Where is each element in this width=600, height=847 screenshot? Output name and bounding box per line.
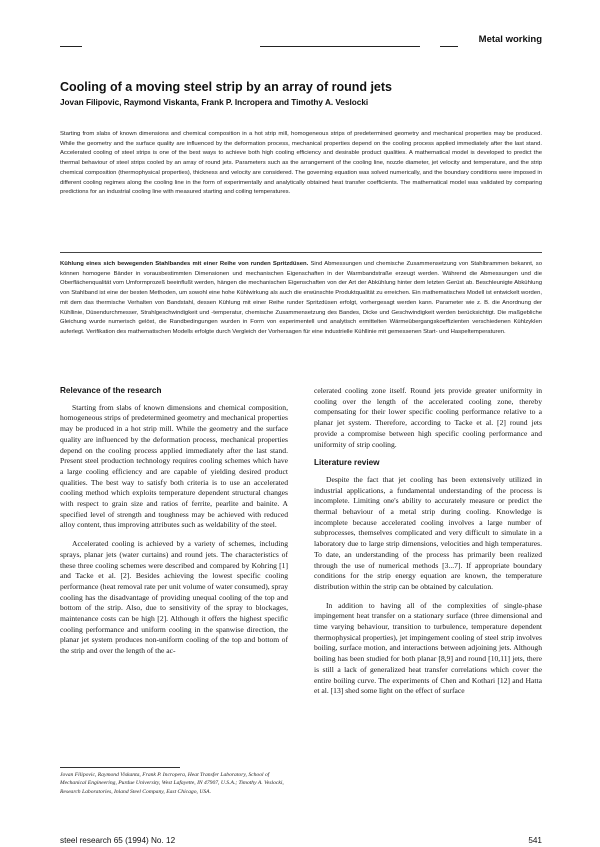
abstract-german — [60, 260, 542, 380]
paragraph: celerated cooling zone itself. Round jets provide greater uniformity in cooling over the length of the accelerated cooling zone, thereby compensating for their lower specific cooling performance relative to a planar jet system. Therefore, according to Tacke et al. [2] round jets provide a compromise between high specific cooling performance and uniformity of strip cooling. — [314, 386, 542, 449]
article-title: Cooling of a moving steel strip by an array of round jets — [60, 80, 392, 94]
paragraph: In addition to having all of the complexities of single-phase impingement heat transfer on a stationary surface (three dimensional and time varying behaviour, transition to turbulence, temperature dependent thermophysical properties), jet impingement cooling of steel strip involves boiling, surface motion, and interactions between adjoining jets. Although boiling has been studied for both planar [8,9] and round [10,11] jets, there is still a lack of generalized heat transfer correlations which cover the entire boiling curve. The experiments of Chen and Kothari [12] and Hatta et al. [13] shed some light on the effect of surface — [314, 600, 542, 696]
heading-literature-review: Literature review — [314, 458, 380, 468]
body-column-left — [60, 386, 288, 760]
journal-citation: steel research 65 (1994) No. 12 — [60, 836, 176, 845]
abstract-german-title: Kühlung eines sich bewegenden Stahlbandes mit einer Reihe von runden Spritzdüsen. — [60, 261, 309, 267]
paragraph: Starting from slabs of known dimensions and chemical composition, homogeneous strips of predetermined geometry and mechanical properties may be produced in a hot strip mill. While the geometry and the surface quality are influenced by the deformation process, mechanical properties depend on the cooling process applied immediately after the last stand. Present steel production technology requires cooling schemes which have a large cooling efficiency and are capable of yielding desired product qualities. The best way to satisfy both criteria is to use an accelerated cooling method which exploits temperature dependent structural changes with respect to grain size and ratios of ferrite, pearlite and bainite. A specified level of strength and toughness may be achieved with reduced alloy content, thus improving attributes such as weldability of the steel. — [60, 402, 288, 530]
article-authors: Jovan Filipovic, Raymond Viskanta, Frank P. Incropera and Timothy A. Veslocki — [60, 98, 369, 107]
paragraph: Despite the fact that jet cooling has been extensively utilized in industrial applications, a fundamental understanding of the process is incomplete. Limiting one's ability to accurately measure or predict the thermal behaviour of a metal strip during cooling. Knowledge is incomplete because accelerated cooling involves a large number of subprocesses, themselves complicated and very difficult to simulate in a laboratory due to large strip dimensions, velocities and high temperatures. To date, an understanding of the process has primarily been realized through the use of numerical methods [3...7]. If appropriate boundary conditions for the strip energy equation are known, the temperature distribution within the strip can be obtained by calculation. — [314, 474, 542, 591]
header-rule-middle — [260, 46, 420, 47]
abstract-german-text: Sind Abmessungen und chemische Zusammensetzung von Stahlbrammen bekannt, so können homogene Bänder in vorausbestimmten Dimensionen und mechanischen Eigenschaften in der Warmbandstraße erzeugt werden. Während die Abmessungen und die Oberflächenqualität vom Umformprozeß beeinflußt werden, hängen die mechanischen Eigenschaften von der Art der Abkühlung hinter dem letzten Gerüst ab. Beschleunigte Abkühlung von Stahlband ist eine der besten Methoden, um sowohl eine hohe Kühlwirkung als auch die erwünschte Produktqualität zu erreichen. Ein mathematisches Modell ist entwickelt worden, mit dem das thermische Verhalten von Bandstahl, dessen Kühlung mit einer Reihe runder Spritzdüsen erfolgt, vorhergesagt werden kann. Parameter wie z. B. die Anordnung der Kühllinie, Düsendurchmesser, Strahlgeschwindigkeit und -temperatur, chemische Zusammensetzung des Bandes, Dicke und Geschwindigkeit werden berücksichtigt. Die maßgebliche Gleichung wurde numerisch gelöst, die Randbedingungen wurden in Form von experimentell und analytisch ermittelten Wärmeübergangskoeffizienten verschiedenen Kühlzyklen auferlegt. Verifikation des mathematischen Modells erfolgte durch Vergleich der Vorhersagen für eine industrielle Kühllinie mit gemessenen Start- und Haspeltemperaturen. — [60, 261, 542, 335]
body-column-right — [314, 386, 542, 836]
abstract-english: Starting from slabs of known dimensions and chemical composition in a hot strip mill, homogeneous strips of predetermined geometry and mechanical properties may be produced. While the geometry and the surface quality are influenced by the deformation process, mechanical properties depend on the cooling process applied immediately after the last stand. Accelerated cooling of steel strips is one of the best ways to achieve both high cooling efficiency and desirable product qualities. A mathematical model is developed to predict the thermal behaviour of steel strips cooled by an array of round jets. Parameters such as the arrangement of the cooling line, nozzle diameter, jet velocity and temperature, and the strip chemical composition (thermophysical properties), thickness and velocity are considered. The governing equation was solved numerically, and the boundary conditions were imposed in different cooling regimes along the cooling line in the form of experimentally and analytically obtained heat transfer coefficients. The mathematical model was validated by comparing predictions for an industrial cooling line with measured starting and coiling temperatures. — [60, 131, 542, 196]
page-number: 541 — [528, 836, 542, 845]
heading-relevance: Relevance of the research — [60, 386, 162, 395]
author-affiliation-footnote: Jovan Filipovic, Raymond Viskanta, Frank P. Incropera, Heat Transfer Laboratory, School of Mechanical Engineering, Purdue University, West Lafayette, IN 47907, U.S.A.; Timothy A. Veslocki, Research Laboratories, Inland Steel Company, East Chicago, USA. — [60, 772, 284, 795]
abstract-separator — [60, 252, 542, 253]
footnote-rule — [60, 767, 180, 768]
section-label: Metal working — [478, 34, 542, 45]
header-rule-left — [60, 46, 82, 47]
header-rule-right — [440, 46, 458, 47]
paragraph: Accelerated cooling is achieved by a variety of schemes, including sprays, planar jets (water curtains) and round jets. The characteristics of these three cooling schemes were described and compared by Kohring [1] and Tacke et al. [2]. Besides achieving the lowest specific cooling performance (heat removal rate per unit volume of water consumed), spray cooling has the disadvantage of providing unequal cooling of the top and bottom of the strip. Also, due to sensitivity of the spray to blockages, maintenance costs can be high [2]. Although it offers the highest specific cooling performance and uniform cooling in the spanwise direction, the planar jet system produces non-uniform cooling of the top and bottom of the strip and over the length of the ac- — [60, 539, 288, 656]
